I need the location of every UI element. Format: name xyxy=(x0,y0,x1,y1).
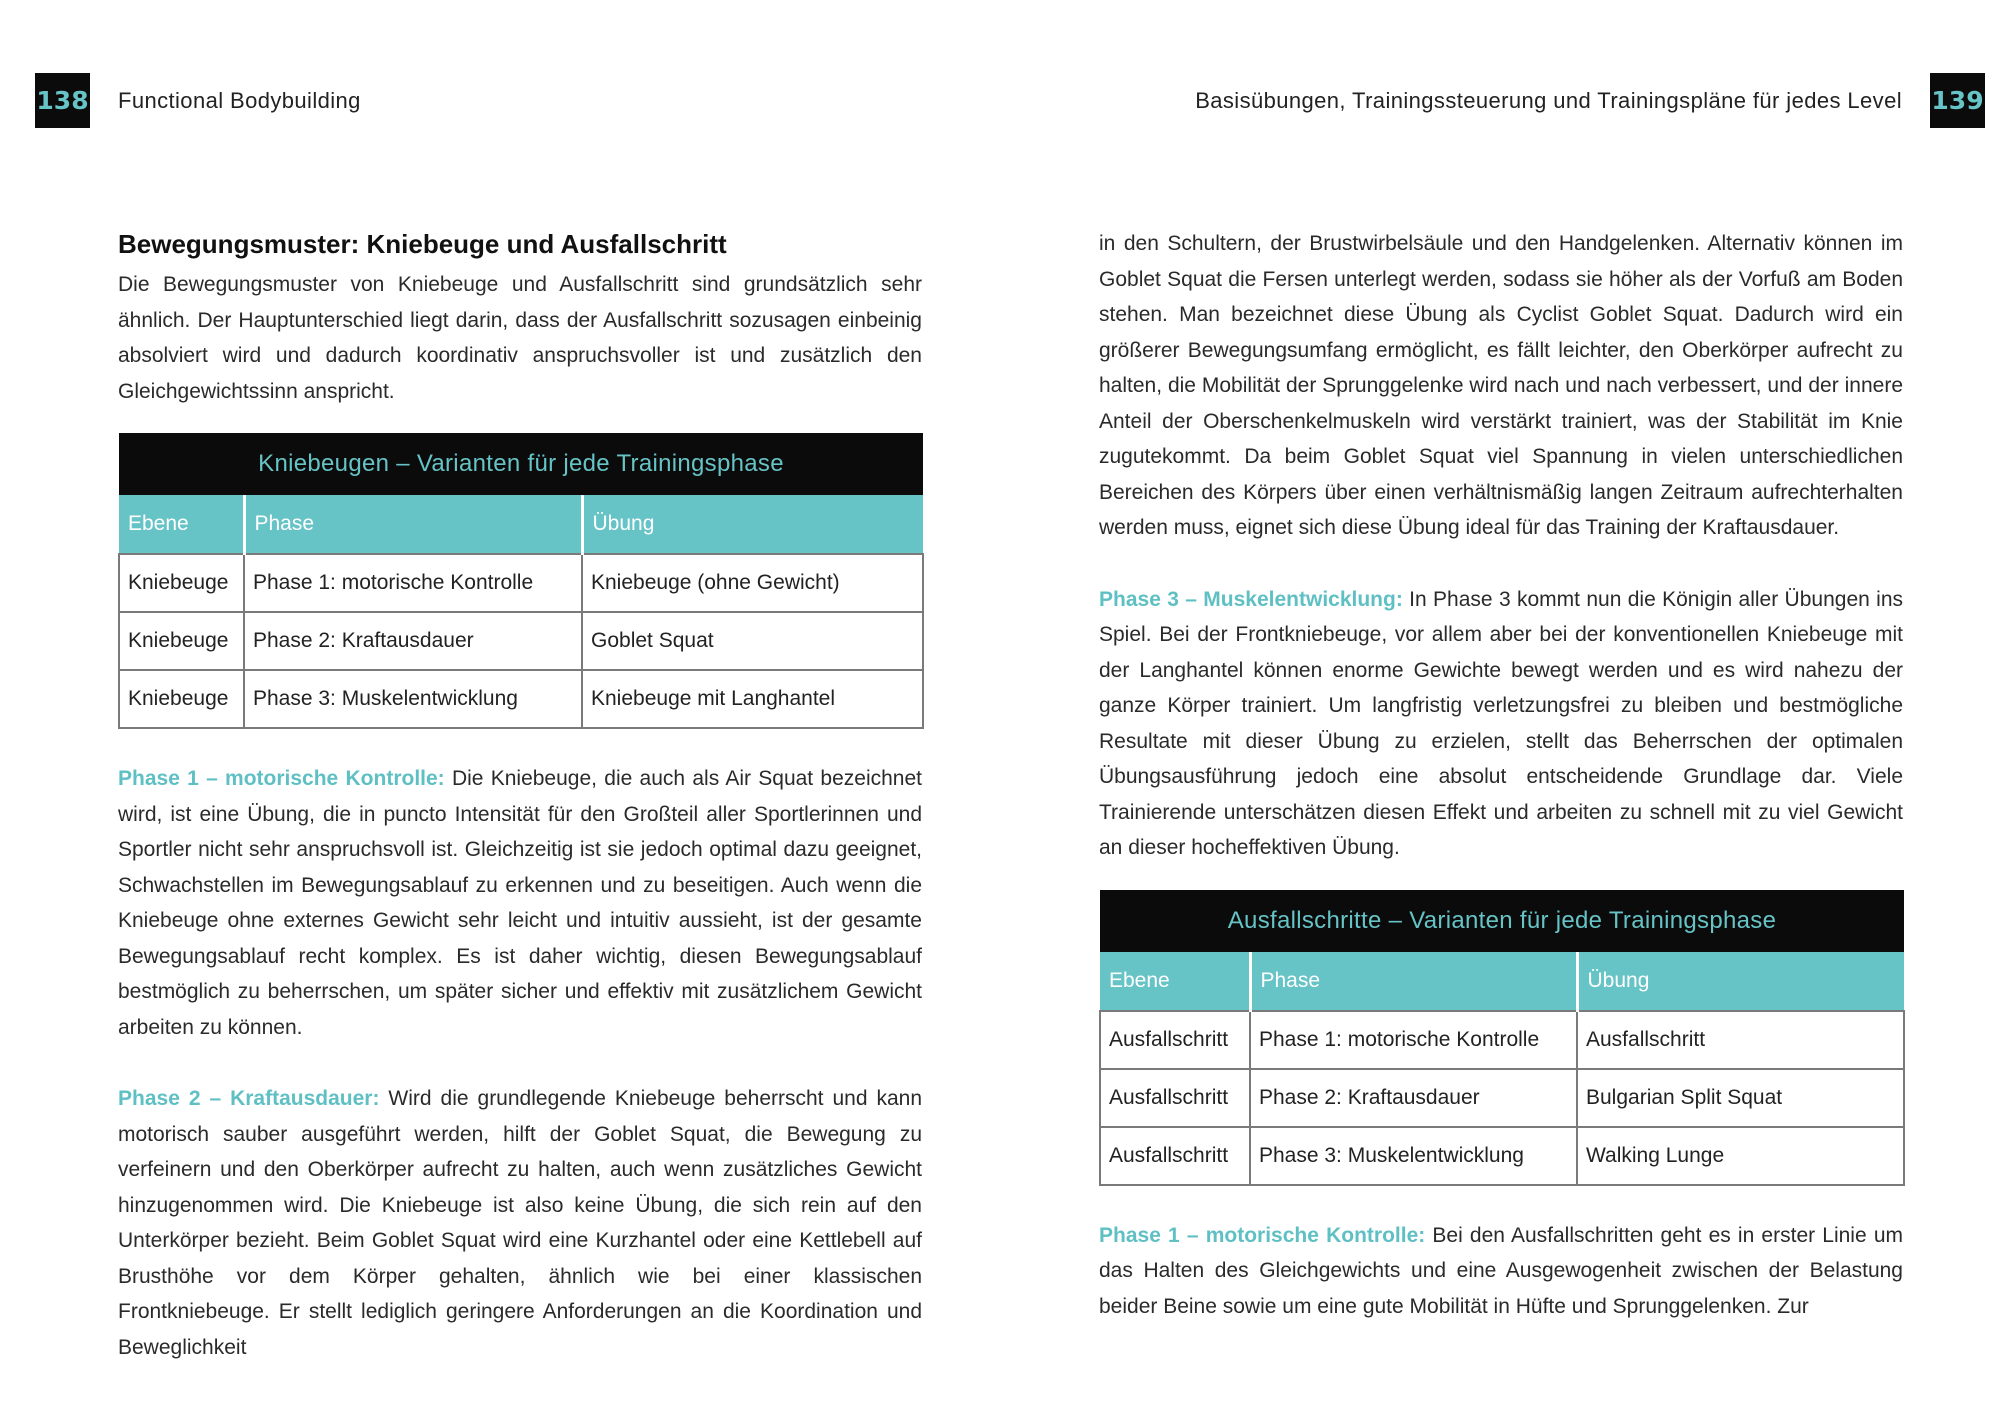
table-cell: Kniebeuge xyxy=(119,554,244,612)
table-cell: Phase 1: motorische Kontrolle xyxy=(1250,1011,1577,1069)
phase2-label: Phase 2 – Kraftausdauer: xyxy=(118,1087,380,1110)
kniebeugen-table xyxy=(118,433,924,729)
table-cell: Phase 2: Kraftausdauer xyxy=(244,612,582,670)
table-title: Kniebeugen – Varianten für jede Trainingsphase xyxy=(119,433,923,495)
table-cell: Phase 2: Kraftausdauer xyxy=(1250,1069,1577,1127)
left-running-head: Functional Bodybuilding xyxy=(118,88,361,113)
table-cell: Ausfallschritt xyxy=(1577,1011,1904,1069)
phase1-ausfall-label: Phase 1 – motorische Kontrolle: xyxy=(1099,1223,1426,1247)
table-cell: Kniebeuge xyxy=(119,670,244,728)
table-header-uebung: Übung xyxy=(582,495,923,554)
table-cell: Goblet Squat xyxy=(582,612,923,670)
table-cell: Bulgarian Split Squat xyxy=(1577,1069,1904,1127)
table-row xyxy=(119,612,923,670)
left-page-column xyxy=(118,226,922,1365)
table-header-uebung: Übung xyxy=(1577,952,1904,1011)
phase3-text: In Phase 3 kommt nun die Königin aller Übungen ins Spiel. Bei der Frontkniebeuge, vor allem aber bei der konventionellen Kniebeuge mit der Langhantel können enorme Gewichte bewegt werden und es wird nahezu der ganze Körper trainiert. Um langfristig verletzungsfrei zu bleiben und bestmögliche Resultate mit dieser Übung zu erzielen, stellt das Beherrschen der optimalen Übungsausführung jedoch eine absolut entscheidende Grundlage dar. Viele Trainierende unterschätzen diesen Effekt und arbeiten zu schnell mit zu viel Gewicht an dieser hocheffektiven Übung. xyxy=(1099,587,1903,859)
section-heading: Bewegungsmuster: Kniebeuge und Ausfallschritt xyxy=(118,229,727,259)
phase1-ausfall-paragraph xyxy=(1099,1218,1903,1325)
table-cell: Ausfallschritt xyxy=(1100,1069,1250,1127)
table-row xyxy=(119,670,923,728)
ausfallschritte-table xyxy=(1099,890,1905,1186)
right-page-number: 139 xyxy=(1930,73,1985,128)
table-cell: Walking Lunge xyxy=(1577,1127,1904,1185)
table-row xyxy=(1100,1011,1904,1069)
table-cell: Ausfallschritt xyxy=(1100,1127,1250,1185)
intro-paragraph: Die Bewegungsmuster von Kniebeuge und Ausfallschritt sind grundsätzlich sehr ähnlich. Der Hauptunterschied liegt darin, dass der Ausfallschritt sozusagen einbeinig absolviert wird und dadurch koordinativ anspruchsvoller ist und zusätzlich den Gleichgewichtssinn anspricht. xyxy=(118,273,922,403)
table-cell: Kniebeuge (ohne Gewicht) xyxy=(582,554,923,612)
table-row xyxy=(119,554,923,612)
phase3-paragraph xyxy=(1099,582,1903,866)
table-header-ebene: Ebene xyxy=(1100,952,1250,1011)
table-row xyxy=(1100,1127,1904,1185)
phase2-text: Wird die grundlegende Kniebeuge beherrscht und kann motorisch sauber ausgeführt werden, hilft der Goblet Squat, die Bewegung zu verfeinern und den Oberkörper aufrecht zu halten, auch wenn zusätzliches Gewicht hinzugenommen wird. Die Kniebeuge ist also keine Übung, die sich rein auf den Unterkörper bezieht. Beim Goblet Squat wird eine Kurzhantel oder eine Kettlebell auf Brusthöhe vor dem Körper gehalten, ähnlich wie bei einer klassischen Frontkniebeuge. Er stellt lediglich geringere Anforderungen an die Koordination und Beweglichkeit xyxy=(118,1087,922,1359)
phase1-ausfall-text: Bei den Ausfallschritten geht es in erster Linie um das Halten des Gleichgewichts und eine Ausgewogenheit zwischen der Belastung beider Beine sowie um eine gute Mobilität in Hüfte und Sprunggelenken. Zur xyxy=(1099,1223,1903,1318)
table-cell: Phase 3: Muskelentwicklung xyxy=(244,670,582,728)
phase2-paragraph xyxy=(118,1081,922,1365)
table-header-ebene: Ebene xyxy=(119,495,244,554)
table-cell: Phase 1: motorische Kontrolle xyxy=(244,554,582,612)
right-page-column xyxy=(1099,226,1903,1324)
phase1-paragraph xyxy=(118,761,922,1045)
table-cell: Ausfallschritt xyxy=(1100,1011,1250,1069)
phase3-label: Phase 3 – Muskelentwicklung: xyxy=(1099,587,1403,611)
table-header-phase: Phase xyxy=(1250,952,1577,1011)
continuation-paragraph: in den Schultern, der Brustwirbelsäule und den Handgelenken. Alternativ können im Goblet Squat die Fersen unterlegt werden, sodass sie höher als der Vorfuß am Boden stehen. Man bezeichnet diese Übung als Cyclist Goblet Squat. Dadurch wird ein größerer Bewegungsumfang ermöglicht, es fällt leichter, den Oberkörper aufrecht zu halten, die Mobilität der Sprunggelenke wird nach und nach verbessert, und der innere Anteil der Oberschenkelmuskeln wird verstärkt trainiert, was der Stabilität im Knie zugutekommt. Da beim Goblet Squat viel Spannung in vielen unterschiedlichen Bereichen des Körpers über einen verhältnismäßig langen Zeitraum aufrechterhalten werden muss, eignet sich diese Übung ideal für das Training der Kraftausdauer. xyxy=(1099,232,1903,539)
table-cell: Kniebeuge mit Langhantel xyxy=(582,670,923,728)
phase1-text: Die Kniebeuge, die auch als Air Squat bezeichnet wird, ist eine Übung, die in puncto Intensität für den Großteil aller Sportlerinnen und Sportler nicht sehr anspruchsvoll ist. Gleichzeitig ist sie jedoch optimal dazu geeignet, Schwachstellen im Bewegungsablauf zu erkennen und zu beseitigen. Auch wenn die Kniebeuge ohne externes Gewicht sehr leicht und intuitiv aussieht, ist der gesamte Bewegungsablauf recht komplex. Es ist daher wichtig, diesen Bewegungsablauf bestmöglich zu beherrschen, um später sicher und effektiv mit zusätzlichem Gewicht arbeiten zu können. xyxy=(118,767,922,1039)
right-running-head: Basisübungen, Trainingssteuerung und Trainingspläne für jedes Level xyxy=(1195,88,1902,113)
table-cell: Phase 3: Muskelentwicklung xyxy=(1250,1127,1577,1185)
table-header-phase: Phase xyxy=(244,495,582,554)
table-title: Ausfallschritte – Varianten für jede Trainingsphase xyxy=(1100,890,1904,952)
left-page-number: 138 xyxy=(35,73,90,128)
phase1-label: Phase 1 – motorische Kontrolle: xyxy=(118,767,445,790)
table-row xyxy=(1100,1069,1904,1127)
table-cell: Kniebeuge xyxy=(119,612,244,670)
